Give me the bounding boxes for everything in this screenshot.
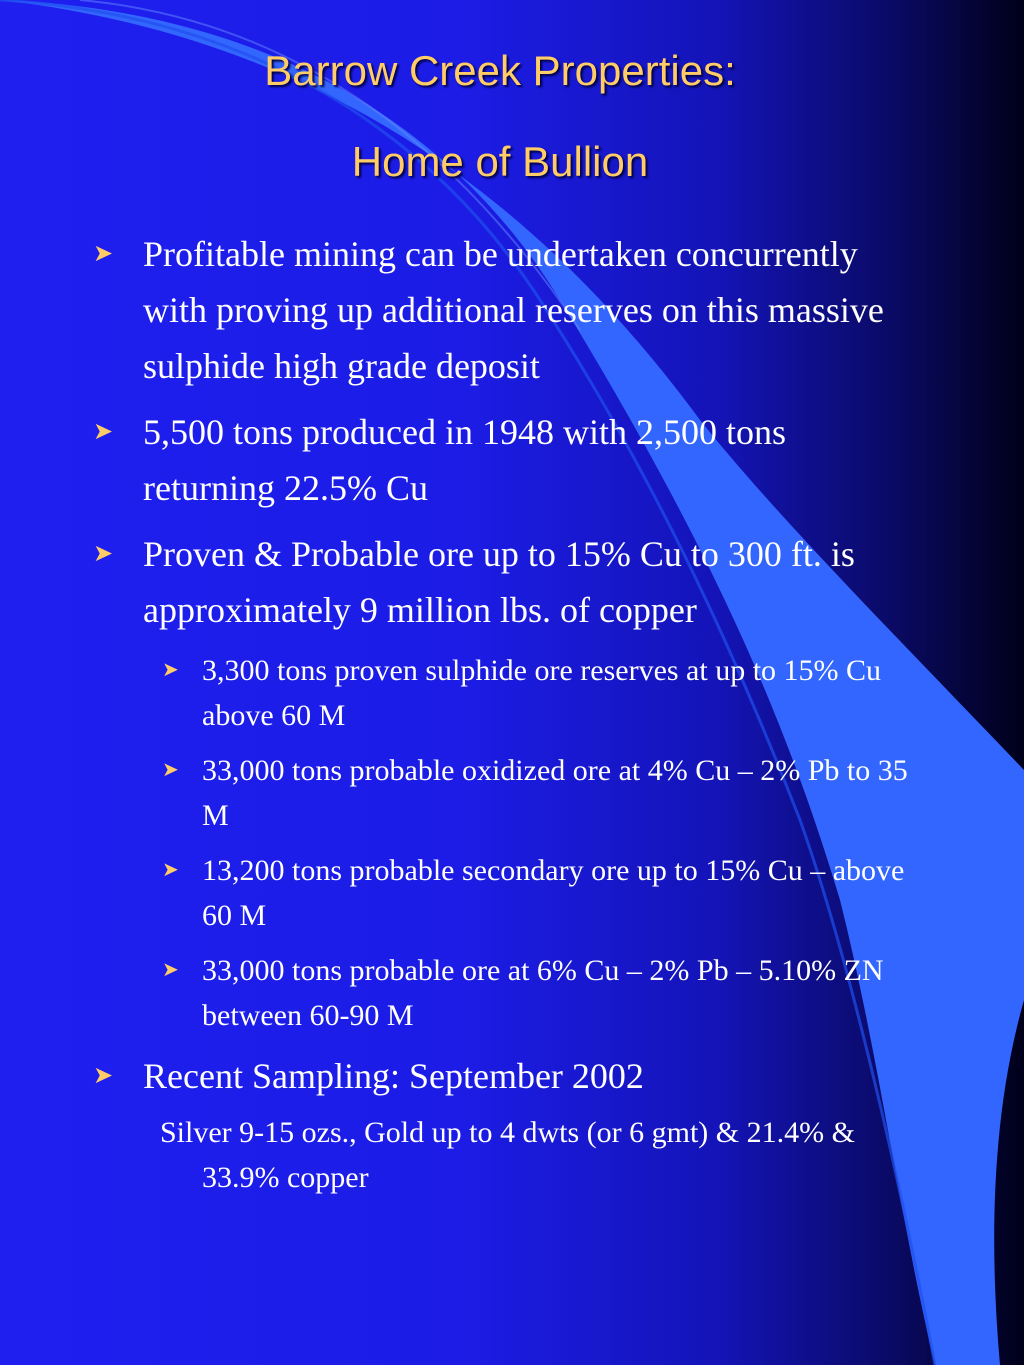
bullet-item [0, 1048, 1024, 1104]
bullet-text: Proven & Probable ore up to 15% Cu to 300 ft. is approximately 9 million lbs. of copper [143, 534, 855, 630]
sampling-note: Silver 9-15 ozs., Gold up to 4 dwts (or 6 gmt) & 21.4% & 33.9% copper [160, 1116, 855, 1194]
arrow-bullet-icon: ➤ [93, 419, 114, 445]
title-line-2: Home of Bullion [351, 138, 649, 185]
bullet-item [0, 404, 1024, 516]
title-line-1: Barrow Creek Properties: [264, 47, 736, 94]
sub-bullet-text: 3,300 tons proven sulphide ore reserves at up to 15% Cu above 60 M [202, 654, 882, 732]
bullet-text: Profitable mining can be undertaken concurrently with proving up additional reserves on this massive sulphide high grade deposit [143, 234, 884, 386]
sub-bullet-text: 33,000 tons probable oxidized ore at 4% Cu – 2% Pb to 35 M [202, 754, 908, 832]
arrow-bullet-icon: ➤ [93, 241, 114, 267]
sub-bullet-item [0, 748, 1024, 838]
sub-bullet-item [0, 648, 1024, 738]
sub-bullet-text: 13,200 tons probable secondary ore up to 15% Cu – above 60 M [202, 854, 905, 932]
slide-title [0, 42, 1000, 224]
sub-bullet-item [0, 848, 1024, 938]
arrow-bullet-icon: ➤ [162, 759, 179, 781]
arrow-bullet-icon: ➤ [93, 541, 114, 567]
arrow-bullet-icon: ➤ [162, 859, 179, 881]
bullet-list [0, 226, 1024, 1200]
bullet-text: 5,500 tons produced in 1948 with 2,500 tons returning 22.5% Cu [143, 412, 786, 508]
arrow-bullet-icon: ➤ [162, 659, 179, 681]
arrow-bullet-icon: ➤ [93, 1063, 114, 1089]
sub-bullet-text: 33,000 tons probable ore at 6% Cu – 2% Pb – 5.10% ZN between 60-90 M [202, 954, 884, 1032]
bullet-text: Recent Sampling: September 2002 [143, 1056, 644, 1096]
bullet-item [0, 526, 1024, 638]
arrow-bullet-icon: ➤ [162, 959, 179, 981]
bullet-item [0, 226, 1024, 394]
sub-bullet-item [0, 948, 1024, 1038]
